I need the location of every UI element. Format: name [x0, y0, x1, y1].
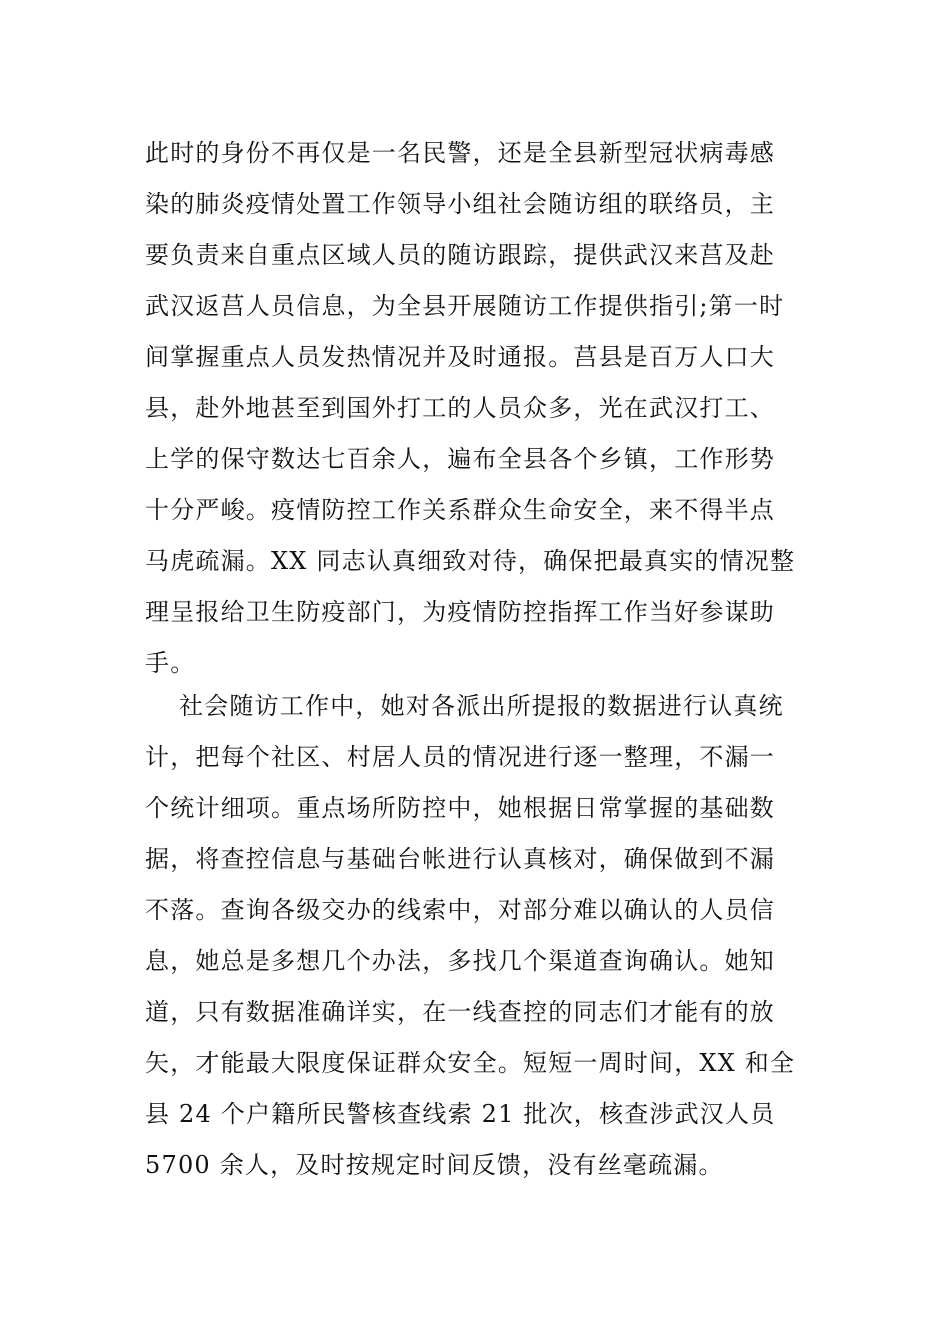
text-line: 计，把每个社区、村居人员的情况进行逐一整理，不漏一 [145, 743, 775, 771]
text-line: 手。 [145, 649, 196, 677]
text-line: 5700 余人，及时按规定时间反馈，没有丝毫疏漏。 [145, 1151, 724, 1179]
paragraph-2 [145, 681, 825, 1191]
text-line: 县，赴外地甚至到国外打工的人员众多，光在武汉打工、 [145, 394, 775, 422]
text-line: 个统计细项。重点场所防控中，她根据日常掌握的基础数 [145, 794, 775, 822]
text-line: 县 24 个户籍所民警核查线索 21 批次，核查涉武汉人员 [145, 1100, 776, 1128]
text-line: 理呈报给卫生防疫部门，为疫情防控指挥工作当好参谋助 [145, 598, 775, 626]
text-line: 此时的身份不再仅是一名民警，还是全县新型冠状病毒感 [145, 139, 775, 167]
text-line: 马虎疏漏。XX 同志认真细致对待，确保把最真实的情况整 [145, 547, 796, 575]
text-line: 矢，才能最大限度保证群众安全。短短一周时间，XX 和全 [145, 1049, 796, 1077]
text-line: 上学的保守数达七百余人，遍布全县各个乡镇，工作形势 [145, 445, 775, 473]
text-line: 间掌握重点人员发热情况并及时通报。莒县是百万人口大 [145, 343, 775, 371]
text-line: 息，她总是多想几个办法，多找几个渠道查询确认。她知 [145, 947, 775, 975]
text-line: 要负责来自重点区域人员的随访跟踪，提供武汉来莒及赴 [145, 241, 775, 269]
paragraph-1 [145, 128, 825, 689]
text-line: 道，只有数据准确详实，在一线查控的同志们才能有的放 [145, 998, 775, 1026]
text-line: 十分严峻。疫情防控工作关系群众生命安全，来不得半点 [145, 496, 775, 524]
text-line: 武汉返莒人员信息，为全县开展随访工作提供指引;第一时 [145, 292, 785, 320]
text-line: 染的肺炎疫情处置工作领导小组社会随访组的联络员，主 [145, 190, 775, 218]
text-line: 据，将查控信息与基础台帐进行认真核对，确保做到不漏 [145, 845, 775, 873]
text-line: 不落。查询各级交办的线索中，对部分难以确认的人员信 [145, 896, 775, 924]
text-line: 社会随访工作中，她对各派出所提报的数据进行认真统 [179, 692, 784, 720]
